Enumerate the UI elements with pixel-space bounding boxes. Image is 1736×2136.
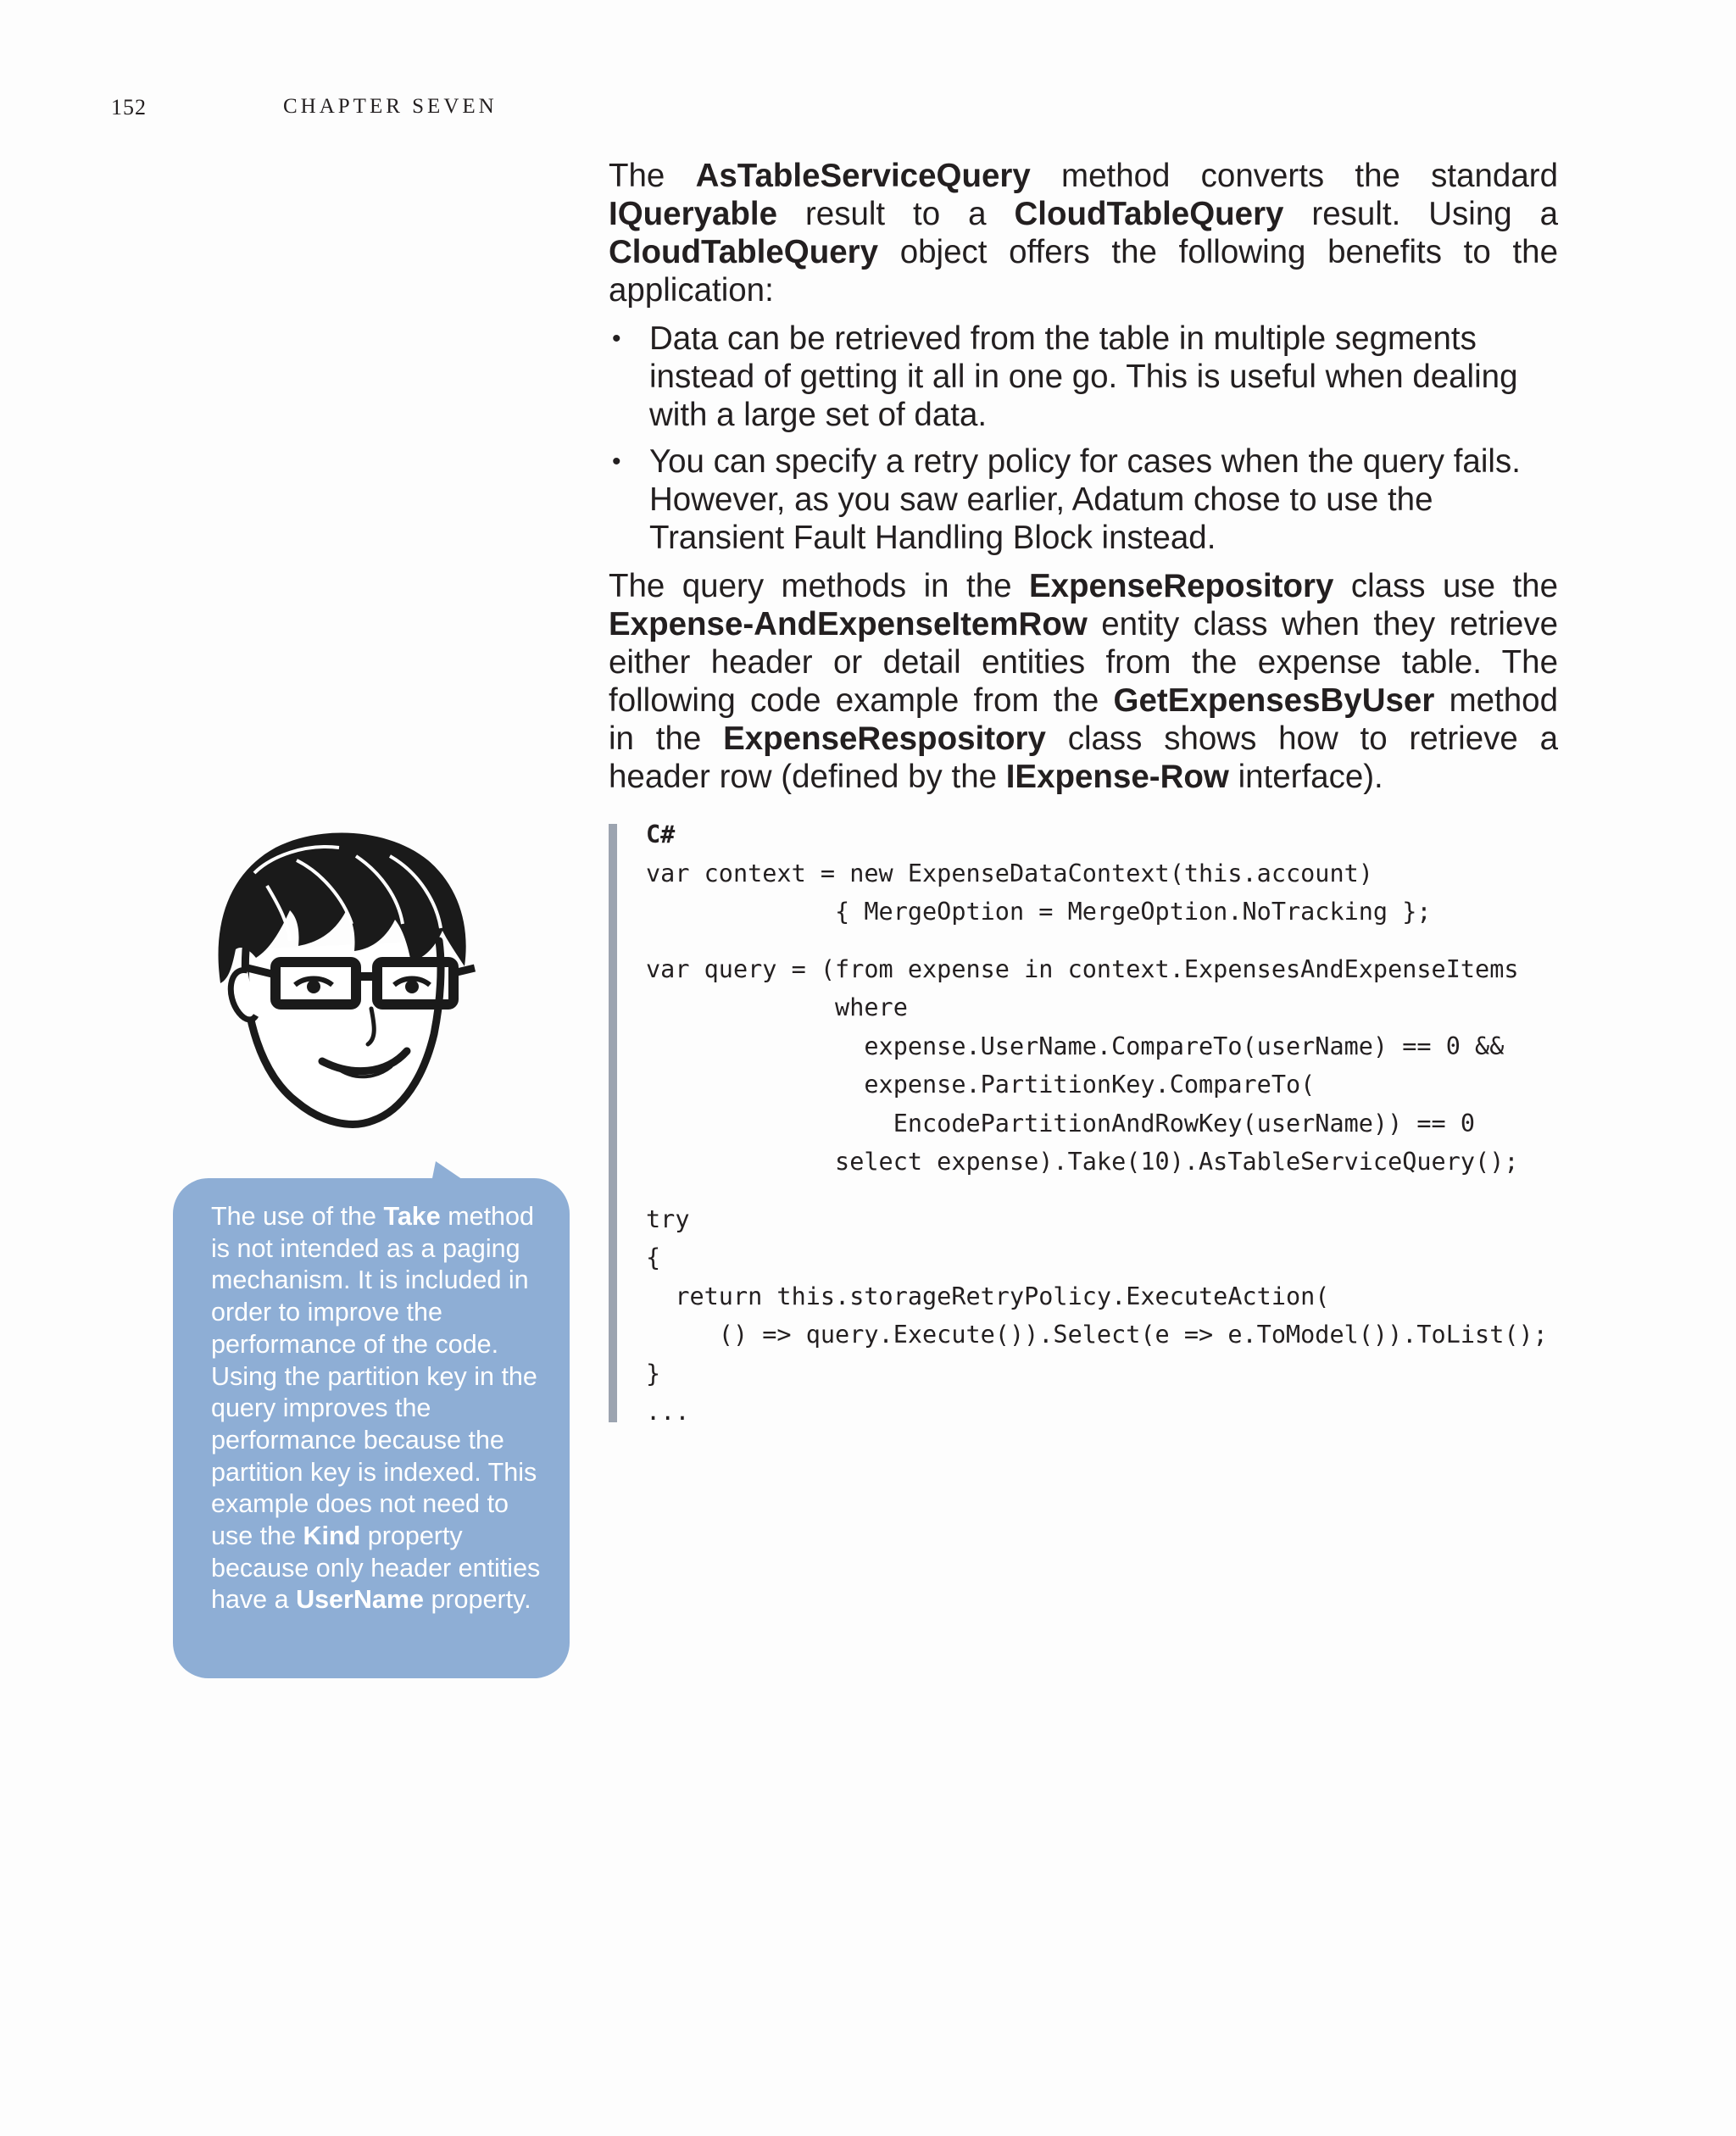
sidebar-callout	[173, 1178, 570, 1678]
query-methods-paragraph: The query methods in the ExpenseRepository class use the Expense-AndExpenseItemRow entity class when they retrieve either header or detail entities from the expense table. The following code example from the GetExpensesByUser method in the ExpenseRespository class shows how to retrieve a header row (defined by the IExpense-Row interface).	[609, 568, 1559, 795]
code-language-label: C#	[646, 820, 676, 848]
callout-text: The use of the Take method is not intended as a paging mechanism. It is included in order to improve the performance of the code. Using the partition key in the query improves the performance because the partition key is indexed. This example does not need to use the Kind property because only header entities have a UserName property.	[211, 1202, 541, 1615]
code-context-block: var context = new ExpenseDataContext(this.account) { MergeOption = MergeOption.NoTracking };	[646, 859, 1432, 926]
code-block	[646, 815, 1680, 1432]
bullet-icon: •	[612, 325, 621, 353]
benefits-list	[609, 320, 1558, 557]
code-block-bar	[609, 824, 617, 1422]
main-text-column	[609, 157, 1558, 796]
intro-paragraph: The AsTableServiceQuery method converts the standard IQueryable result to a CloudTableQuery result. Using a CloudTableQuery object offers the following benefits to the application:	[609, 158, 1558, 309]
chapter-title: CHAPTER SEVEN	[283, 95, 498, 118]
bullet-icon: •	[612, 448, 621, 476]
code-try-block: try { return this.storageRetryPolicy.ExecuteAction( () => query.Execute()).Select(e => e.ToModel()).ToList(); } ...	[646, 1204, 1548, 1426]
author-avatar-icon	[195, 822, 483, 1153]
running-header	[0, 95, 1736, 129]
page-number: 152	[111, 95, 147, 120]
code-query-block: var query = (from expense in context.ExpensesAndExpenseItems where expense.UserName.CompareTo(userName) == 0 && expense.PartitionKey.CompareTo( EncodePartitionAndRowKey(userName)) == 0 select expense).Take(10).AsTableServiceQuery();	[646, 954, 1519, 1176]
list-item: • You can specify a retry policy for cases when the query fails. However, as you saw earlier, Adatum chose to use the Transient Fault Handling Block instead.	[612, 443, 1521, 556]
list-item: • Data can be retrieved from the table in multiple segments instead of getting it all in one go. This is useful when dealing with a large set of data.	[612, 320, 1518, 433]
